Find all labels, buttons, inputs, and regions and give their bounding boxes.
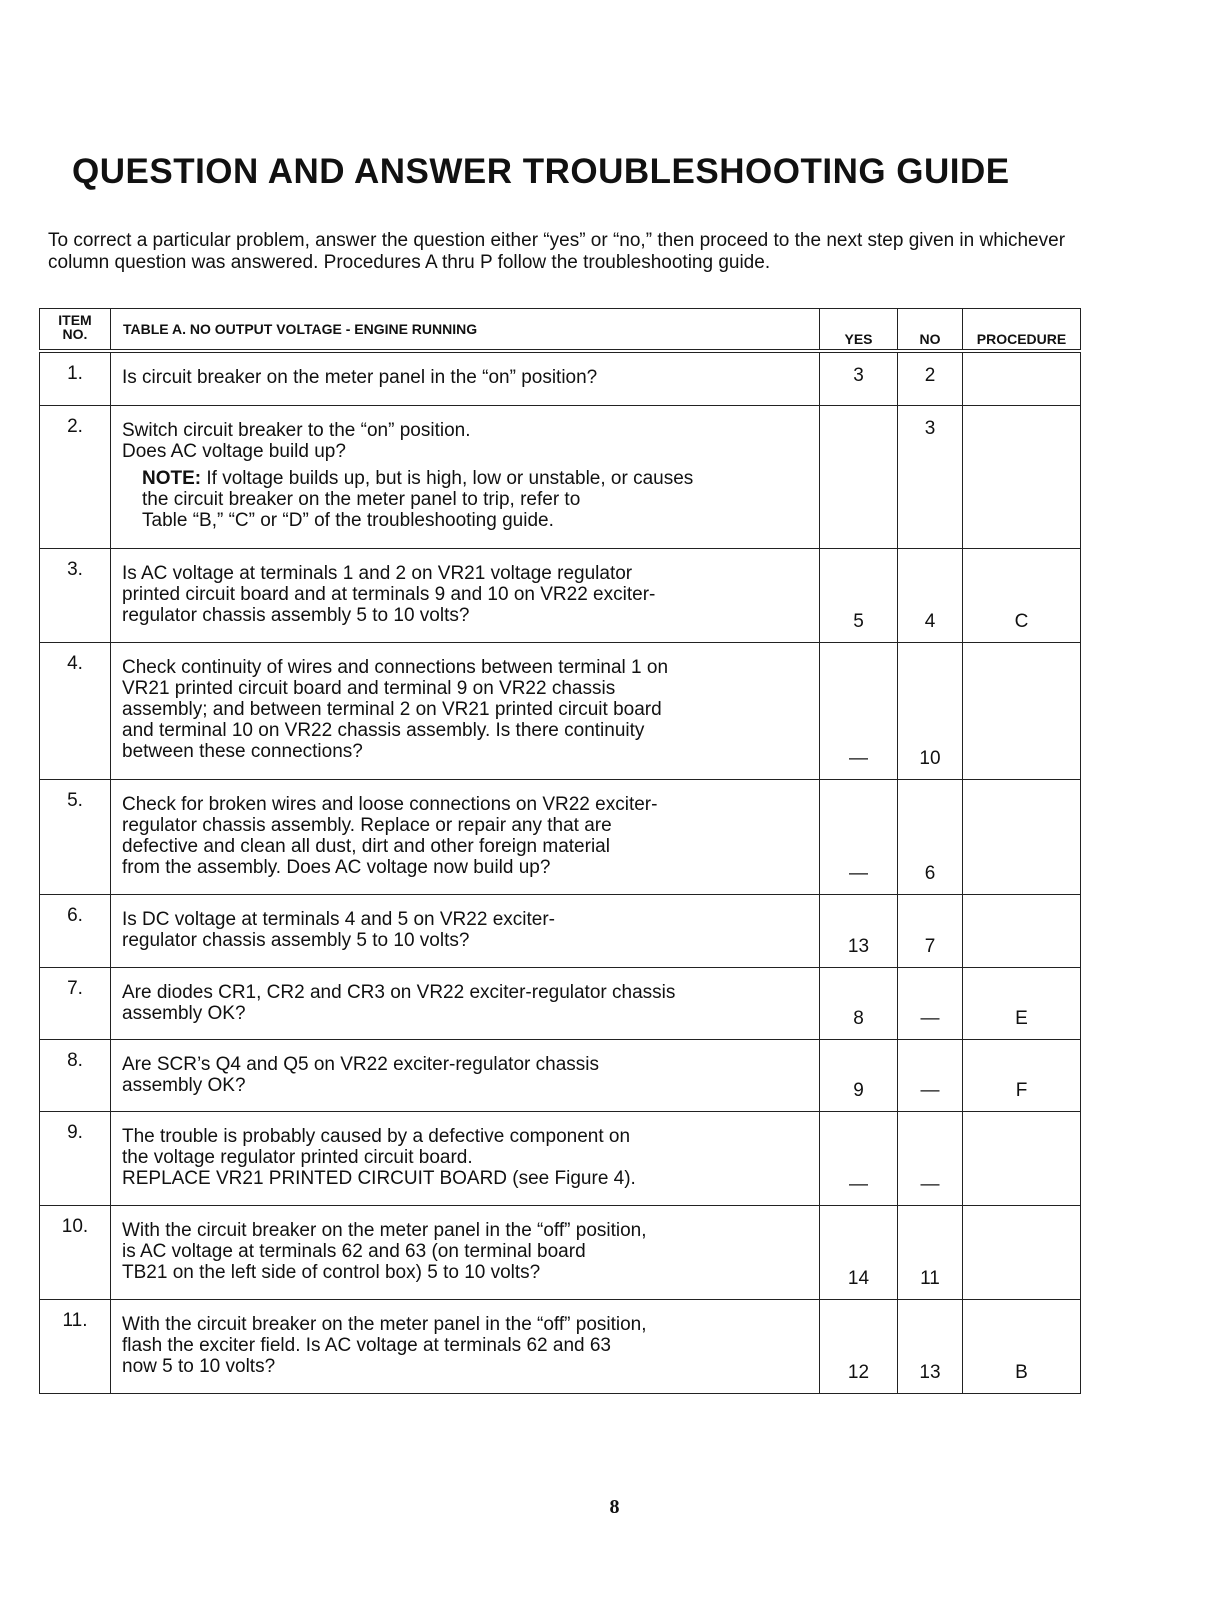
- question-cell: [111, 894, 820, 967]
- answer-procedure: [963, 894, 1081, 967]
- header-no: NO: [898, 309, 963, 352]
- question-line: With the circuit breaker on the meter panel in the “off” position,: [122, 1219, 647, 1241]
- question-line: Is DC voltage at terminals 4 and 5 on VR22 exciter-: [122, 908, 555, 930]
- table-row: [40, 1299, 1081, 1393]
- question-cell: [111, 642, 820, 779]
- answer-procedure: B: [963, 1299, 1081, 1393]
- question-line: printed circuit board and at terminals 9 and 10 on VR22 exciter-: [122, 583, 656, 605]
- item-number: 10.: [40, 1205, 111, 1299]
- question-line: Check continuity of wires and connections between terminal 1 on: [122, 656, 669, 678]
- answer-yes: 5: [820, 548, 898, 642]
- question-cell: [111, 1039, 820, 1111]
- answer-yes: 14: [820, 1205, 898, 1299]
- answer-procedure: [963, 642, 1081, 779]
- answer-no: 10: [898, 642, 963, 779]
- table-row: [40, 351, 1081, 405]
- troubleshooting-table: [39, 308, 1081, 1394]
- answer-no: —: [898, 1039, 963, 1111]
- note-line: If voltage builds up, but is high, low or unstable, or causes: [201, 467, 694, 489]
- answer-no: —: [898, 967, 963, 1039]
- answer-procedure: [963, 405, 1081, 548]
- item-number: 4.: [40, 642, 111, 779]
- answer-procedure: [963, 1205, 1081, 1299]
- header-table-title: TABLE A. NO OUTPUT VOLTAGE - ENGINE RUNNING: [111, 309, 820, 352]
- answer-procedure: F: [963, 1039, 1081, 1111]
- table-header-row: [40, 309, 1081, 352]
- question-cell: [111, 779, 820, 894]
- question-cell: [111, 1205, 820, 1299]
- question-line: TB21 on the left side of control box) 5 to 10 volts?: [122, 1261, 541, 1283]
- table-row: [40, 894, 1081, 967]
- note-label: NOTE:: [142, 467, 202, 489]
- note-line: the circuit breaker on the meter panel to trip, refer to: [142, 488, 581, 510]
- answer-procedure: [963, 779, 1081, 894]
- answer-yes: 8: [820, 967, 898, 1039]
- answer-procedure: C: [963, 548, 1081, 642]
- item-number: 9.: [40, 1111, 111, 1205]
- note-line: Table “B,” “C” or “D” of the troubleshooting guide.: [142, 509, 554, 531]
- intro-text: To correct a particular problem, answer the question either “yes” or “no,” then proceed to the next step given in whichever column question was answered. Procedures A thru P follow the troubleshooting guide.: [48, 230, 1066, 273]
- question-cell: [111, 405, 820, 548]
- question-cell: [111, 548, 820, 642]
- question-line: regulator chassis assembly. Replace or repair any that are: [122, 814, 612, 836]
- table-row: [40, 1039, 1081, 1111]
- question-line: Are SCR’s Q4 and Q5 on VR22 exciter-regulator chassis: [122, 1053, 599, 1075]
- table-row: [40, 642, 1081, 779]
- item-number: 7.: [40, 967, 111, 1039]
- table-row: [40, 548, 1081, 642]
- answer-no: 11: [898, 1205, 963, 1299]
- answer-yes: [820, 405, 898, 548]
- question-cell: [111, 1111, 820, 1205]
- answer-yes: 13: [820, 894, 898, 967]
- answer-yes: —: [820, 1111, 898, 1205]
- item-number: 5.: [40, 779, 111, 894]
- question-line: and terminal 10 on VR22 chassis assembly. Is there continuity: [122, 719, 645, 741]
- answer-yes: 12: [820, 1299, 898, 1393]
- question-line: Is AC voltage at terminals 1 and 2 on VR21 voltage regulator: [122, 562, 633, 584]
- question-line: Check for broken wires and loose connections on VR22 exciter-: [122, 793, 658, 815]
- answer-procedure: [963, 351, 1081, 405]
- note-block: [142, 468, 811, 531]
- question-line: between these connections?: [122, 740, 363, 762]
- answer-no: 6: [898, 779, 963, 894]
- item-number: 1.: [40, 351, 111, 405]
- question-line: assembly OK?: [122, 1002, 246, 1024]
- question-line: assembly; and between terminal 2 on VR21 printed circuit board: [122, 698, 662, 720]
- header-item-line1: ITEM: [58, 312, 92, 328]
- answer-no: —: [898, 1111, 963, 1205]
- answer-yes: 9: [820, 1039, 898, 1111]
- header-procedure: PROCEDURE: [963, 309, 1081, 352]
- header-yes: YES: [820, 309, 898, 352]
- question-line: Does AC voltage build up?: [122, 440, 346, 462]
- header-item-line2: NO.: [62, 326, 88, 342]
- question-line: flash the exciter field. Is AC voltage at terminals 62 and 63: [122, 1334, 611, 1356]
- table-row: [40, 779, 1081, 894]
- question-line: VR21 printed circuit board and terminal 9 on VR22 chassis: [122, 677, 616, 699]
- answer-no: 2: [898, 351, 963, 405]
- table-row: [40, 405, 1081, 548]
- item-number: 11.: [40, 1299, 111, 1393]
- question-line: With the circuit breaker on the meter panel in the “off” position,: [122, 1313, 647, 1335]
- page-title: QUESTION AND ANSWER TROUBLESHOOTING GUIDE: [72, 152, 1010, 191]
- question-line: regulator chassis assembly 5 to 10 volts?: [122, 929, 470, 951]
- question-line: Are diodes CR1, CR2 and CR3 on VR22 exciter-regulator chassis: [122, 981, 676, 1003]
- item-number: 8.: [40, 1039, 111, 1111]
- answer-yes: 3: [820, 351, 898, 405]
- question-line: REPLACE VR21 PRINTED CIRCUIT BOARD (see Figure 4).: [122, 1167, 636, 1189]
- question-line: from the assembly. Does AC voltage now build up?: [122, 856, 551, 878]
- answer-yes: —: [820, 642, 898, 779]
- table-row: [40, 1205, 1081, 1299]
- question-line: defective and clean all dust, dirt and other foreign material: [122, 835, 610, 857]
- question-line: The trouble is probably caused by a defective component on: [122, 1125, 631, 1147]
- item-number: 3.: [40, 548, 111, 642]
- item-number: 6.: [40, 894, 111, 967]
- question-cell: [111, 967, 820, 1039]
- item-number: 2.: [40, 405, 111, 548]
- page-number: 8: [609, 1496, 620, 1518]
- question-cell: [111, 351, 820, 405]
- answer-procedure: E: [963, 967, 1081, 1039]
- answer-no: 7: [898, 894, 963, 967]
- question-line: is AC voltage at terminals 62 and 63 (on terminal board: [122, 1240, 586, 1262]
- answer-no: 4: [898, 548, 963, 642]
- answer-yes: —: [820, 779, 898, 894]
- question-line: regulator chassis assembly 5 to 10 volts?: [122, 604, 470, 626]
- table-row: [40, 967, 1081, 1039]
- answer-no: 13: [898, 1299, 963, 1393]
- question-line: Is circuit breaker on the meter panel in the “on” position?: [122, 367, 598, 388]
- question-cell: [111, 1299, 820, 1393]
- question-line: Switch circuit breaker to the “on” position.: [122, 419, 471, 441]
- question-line: assembly OK?: [122, 1074, 246, 1096]
- header-item-no: [40, 309, 111, 352]
- answer-procedure: [963, 1111, 1081, 1205]
- question-line: now 5 to 10 volts?: [122, 1355, 276, 1377]
- answer-no: 3: [898, 405, 963, 548]
- question-line: the voltage regulator printed circuit board.: [122, 1146, 473, 1168]
- table-row: [40, 1111, 1081, 1205]
